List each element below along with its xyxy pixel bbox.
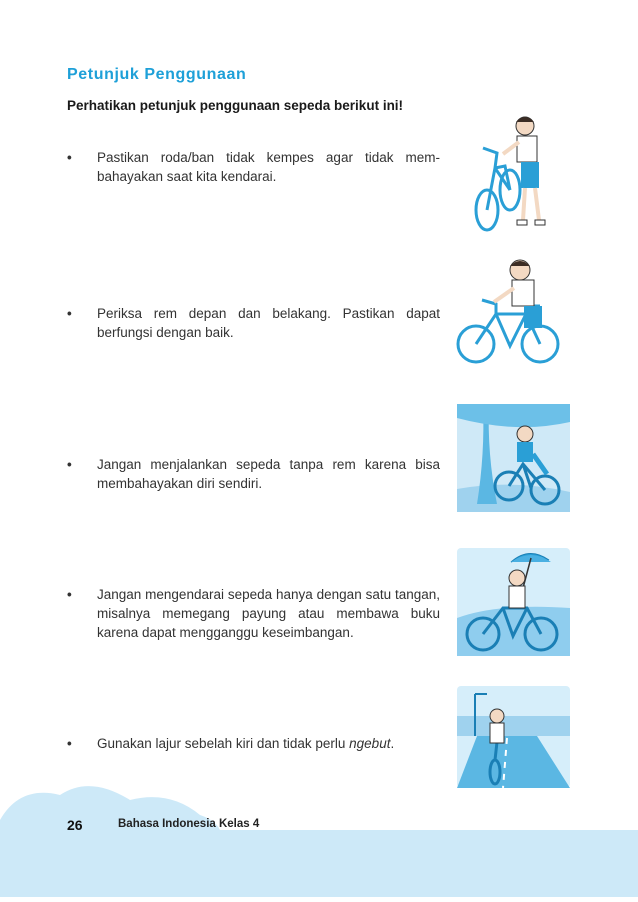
illustration-left-lane — [457, 686, 570, 788]
book-title: Bahasa Indonesia Kelas 4 — [118, 818, 260, 830]
section-title: Petunjuk Penggunaan — [67, 66, 247, 83]
list-item — [67, 148, 440, 186]
item-text-italic: ngebut — [349, 736, 391, 751]
item-text: Jangan menjalankan sepeda tanpa rem karena bisa membahayakan diri sendiri. — [97, 457, 440, 491]
instruction-text: Perhatikan petunjuk penggunaan sepeda berikut ini! — [67, 98, 404, 113]
item-text: Pastikan roda/ban tidak kempes agar tidak mem-bahayakan saat kita kendarai. — [97, 150, 440, 184]
list-item — [67, 455, 440, 493]
list-item — [67, 304, 440, 342]
item-text — [97, 734, 440, 753]
bullet: • — [67, 736, 72, 751]
item-text-end: . — [390, 736, 395, 751]
item-text-start: Gunakan lajur sebelah kiri dan tidak perlu — [97, 736, 350, 751]
illustration-one-hand — [457, 548, 570, 656]
item-text: Periksa rem depan dan belakang. Pastikan dapat berfungsi dengan baik. — [97, 306, 440, 340]
bullet: • — [67, 150, 72, 165]
bullet: • — [67, 587, 72, 602]
item-text: Jangan mengendarai sepeda hanya dengan satu tangan, misalnya memegang payung atau membawa buku karena dapat mengganggu keseimbangan. — [97, 587, 440, 640]
bullet: • — [67, 457, 72, 472]
footer-cloud-background — [0, 780, 638, 897]
illustration-check-tire — [455, 108, 565, 233]
bullet: • — [67, 306, 72, 321]
list-item — [67, 585, 440, 642]
illustration-no-brakes — [457, 404, 570, 512]
page-number: 26 — [67, 817, 83, 833]
list-item — [67, 734, 440, 753]
illustration-check-brakes — [448, 252, 573, 372]
